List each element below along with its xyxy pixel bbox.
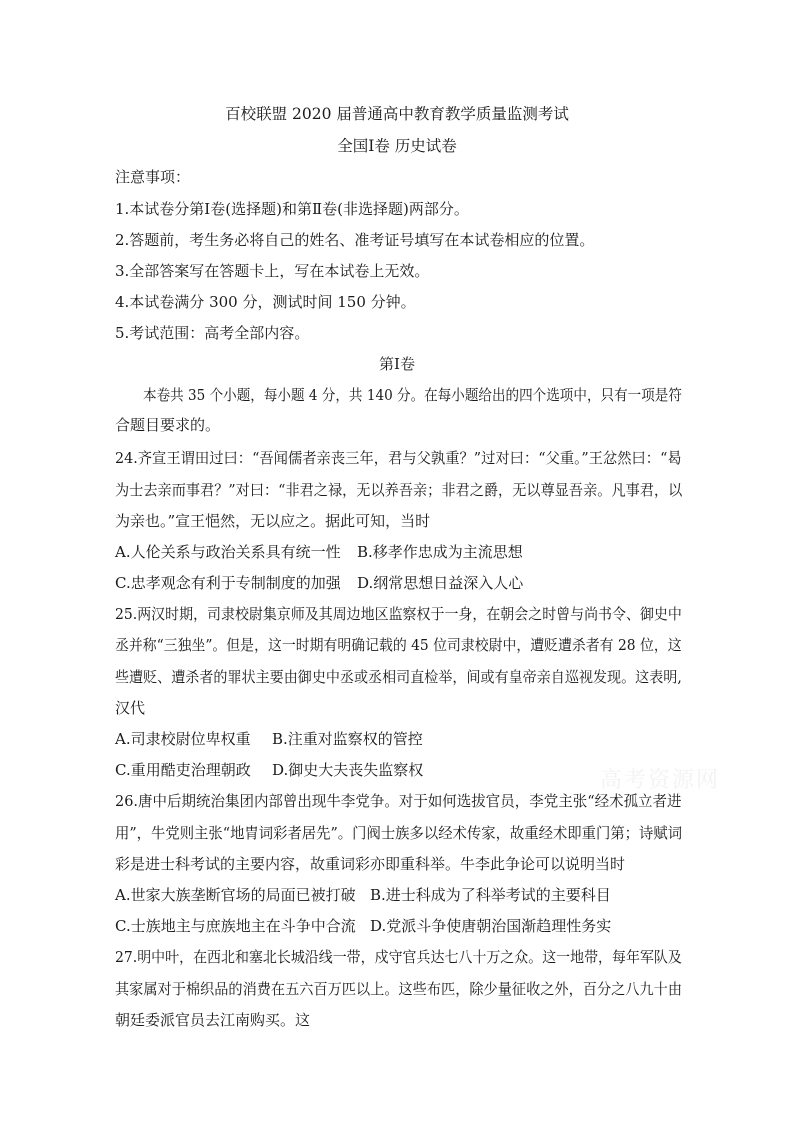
- note-item-1: 1.本试卷分第Ⅰ卷(选择题)和第Ⅱ卷(非选择题)两部分。: [115, 200, 469, 218]
- q24-option-d: D.纲常思想日益深入人心: [357, 574, 524, 592]
- q24-option-c: C.忠孝观念有利于专制制度的加强: [115, 574, 341, 592]
- note-item-3: 3.全部答案写在答题卡上，写在本试卷上无效。: [115, 262, 430, 280]
- q24-option-b: B.移孝作忠成为主流思想: [357, 543, 523, 561]
- q26-option-a: A.世家大族垄断官场的局面已被打破: [115, 886, 356, 904]
- q25-line-2: 丞并称“三独坐”。但是，这一时期有明确记载的 45 位司隶校尉中，遭贬遭杀者有 28 位，这: [115, 636, 682, 654]
- q26-option-d: D.党派斗争使唐朝治国渐趋理性务实: [370, 917, 612, 935]
- section-intro-line-2: 合题目要求的。: [115, 416, 221, 434]
- q25-line-1: 25.两汉时期，司隶校尉集京师及其周边地区监察权于一身，在朝会之时曾与尚书令、御史中: [115, 605, 682, 623]
- note-item-2: 2.答题前，考生务必将自己的姓名、准考证号填写在本试卷相应的位置。: [115, 231, 595, 249]
- q25-option-d: D.御史大夫丧失监察权: [272, 761, 424, 779]
- q26-line-2: 用”，牛党则主张“地胄词彩者居先”。门阀士族多以经术传家，故重经术即重门第；诗赋词: [115, 824, 683, 842]
- q27-line-3: 朝廷委派官员去江南购买。这: [115, 1011, 311, 1029]
- section-intro-line-1: 本卷共 35 个小题，每小题 4 分，共 140 分。在每小题给出的四个选项中，只有一项是符: [143, 386, 682, 404]
- exam-title: 百校联盟 2020 届普通高中教育教学质量监测考试: [225, 105, 569, 123]
- q24-line-1: 24.齐宣王谓田过曰：“吾闻儒者亲丧三年，君与父孰重？”过对曰：“父重。”王忿然曰：“曷: [115, 449, 682, 467]
- q27-line-1: 27.明中叶，在西北和塞北长城沿线一带，戍守官兵达七八十万之众。这一地带，每年军队及: [115, 948, 682, 966]
- q24-line-2: 为士去亲而事君？”对曰：“非君之禄，无以养吾亲；非君之爵，无以尊显吾亲。凡事君，以: [115, 481, 683, 499]
- q26-line-1: 26.唐中后期统治集团内部曾出现牛李党争。对于如何选拔官员，李党主张“经术孤立者进: [115, 792, 682, 810]
- q24-line-3: 为亲也。”宣王悒然，无以应之。据此可知，当时: [115, 512, 431, 530]
- q26-line-3: 彩是进士科考试的主要内容，故重词彩亦即重科举。牛李此争论可以说明当时: [115, 855, 626, 873]
- q25-option-b: B.注重对监察权的管控: [272, 730, 423, 748]
- q24-option-a: A.人伦关系与政治关系具有统一性: [115, 543, 341, 561]
- q25-line-4: 汉代: [115, 699, 146, 717]
- q27-line-2: 其家属对于棉织品的消费在五六百万匹以上。这些布匹，除少量征收之外，百分之八九十由: [115, 980, 683, 998]
- notes-heading: 注意事项：: [115, 168, 191, 186]
- q26-option-b: B.进士科成为了科举考试的主要科目: [370, 886, 611, 904]
- section-heading: 第Ⅰ卷: [379, 355, 415, 373]
- note-item-5: 5.考试范围：高考全部内容。: [115, 324, 310, 342]
- q26-option-c: C.士族地主与庶族地主在斗争中合流: [115, 917, 356, 935]
- q25-option-c: C.重用酷吏治理朝政: [115, 761, 251, 779]
- watermark: 高考资源网: [600, 768, 721, 793]
- exam-subtitle: 全国Ⅰ卷 历史试卷: [337, 137, 457, 155]
- note-item-4: 4.本试卷满分 300 分，测试时间 150 分钟。: [115, 293, 416, 311]
- q25-option-a: A.司隶校尉位卑权重: [115, 730, 251, 748]
- q25-line-3: 些遭贬、遭杀者的罪状主要由御史中丞或丞相司直检举，间或有皇帝亲自巡视发现。这表明,: [115, 668, 682, 686]
